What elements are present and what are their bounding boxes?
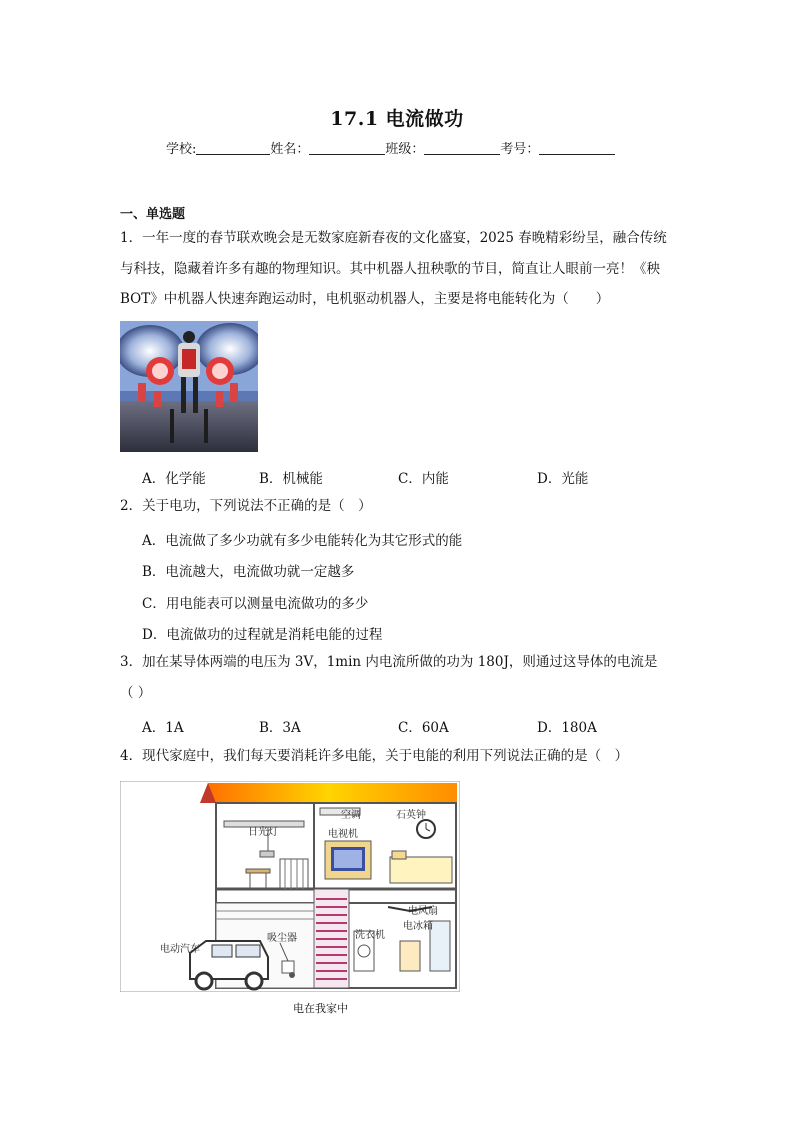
question-3-line-1: 3．加在某导体两端的电压为 3V，1min 内电流所做的功为 180J，则通过这导体的电流是 [120, 654, 658, 670]
house-appliances-figure [120, 781, 460, 992]
q1-option-d[interactable]: D．光能 [537, 471, 589, 487]
question-1-line-2: 与科技，隐藏着许多有趣的物理知识。其中机器人扭秧歌的节目，简直让人眼前一亮！《秧 [120, 261, 660, 277]
question-1-line-1: 1．一年一度的春节联欢晚会是无数家庭新春夜的文化盛宴，2025 春晚精彩纷呈，融合传统 [120, 230, 667, 246]
page-title: 17.1 电流做功 [330, 108, 464, 130]
student-info-line [166, 138, 615, 157]
robot-performance-photo [120, 321, 258, 452]
q2-option-d[interactable]: D．电流做功的过程就是消耗电能的过程 [142, 627, 383, 643]
section-heading: 一、单选题 [120, 207, 186, 222]
q3-option-d[interactable]: D．180A [537, 720, 597, 736]
figure-caption: 电在我家中 [293, 1002, 348, 1015]
name-label: 姓名： [270, 142, 310, 157]
q2-option-a[interactable]: A．电流做了多少功就有多少电能转化为其它形式的能 [142, 533, 463, 549]
label-fan: 电风扇 [408, 906, 438, 917]
q2-option-c[interactable]: C．用电能表可以测量电流做功的多少 [142, 596, 369, 612]
school-blank [196, 140, 270, 155]
question-1-line-3: BOT》中机器人快速奔跑运动时，电机驱动机器人，主要是将电能转化为（ ） [120, 291, 610, 307]
q3-option-a[interactable]: A．1A [142, 720, 184, 736]
q3-option-b[interactable]: B．3A [259, 720, 301, 736]
q1-option-a[interactable]: A．化学能 [142, 471, 206, 487]
question-2-stem: 2．关于电功，下列说法不正确的是（ ） [120, 498, 372, 514]
q1-option-b[interactable]: B．机械能 [259, 471, 323, 487]
q3-option-c[interactable]: C．60A [398, 720, 449, 736]
q1-option-c[interactable]: C．内能 [398, 471, 449, 487]
question-3-line-2: （ ） [120, 685, 152, 701]
class-label: 班级： [385, 142, 425, 157]
name-blank [309, 140, 385, 155]
label-fridge: 电冰箱 [403, 921, 433, 932]
label-clock: 石英钟 [396, 810, 426, 821]
label-washer: 洗衣机 [355, 930, 385, 941]
label-aircon: 空调 [341, 810, 361, 821]
label-tv: 电视机 [328, 829, 358, 840]
label-lamp: 日光灯 [248, 827, 278, 838]
question-4-stem: 4．现代家庭中，我们每天要消耗许多电能，关于电能的利用下列说法正确的是（ ） [120, 748, 629, 764]
number-label: 考号： [500, 142, 540, 157]
label-car: 电动汽车 [160, 944, 200, 955]
label-vacuum: 吸尘器 [267, 933, 297, 944]
q2-option-b[interactable]: B．电流越大，电流做功就一定越多 [142, 564, 355, 580]
number-blank [539, 140, 615, 155]
school-label: 学校: [166, 142, 197, 157]
class-blank [424, 140, 500, 155]
